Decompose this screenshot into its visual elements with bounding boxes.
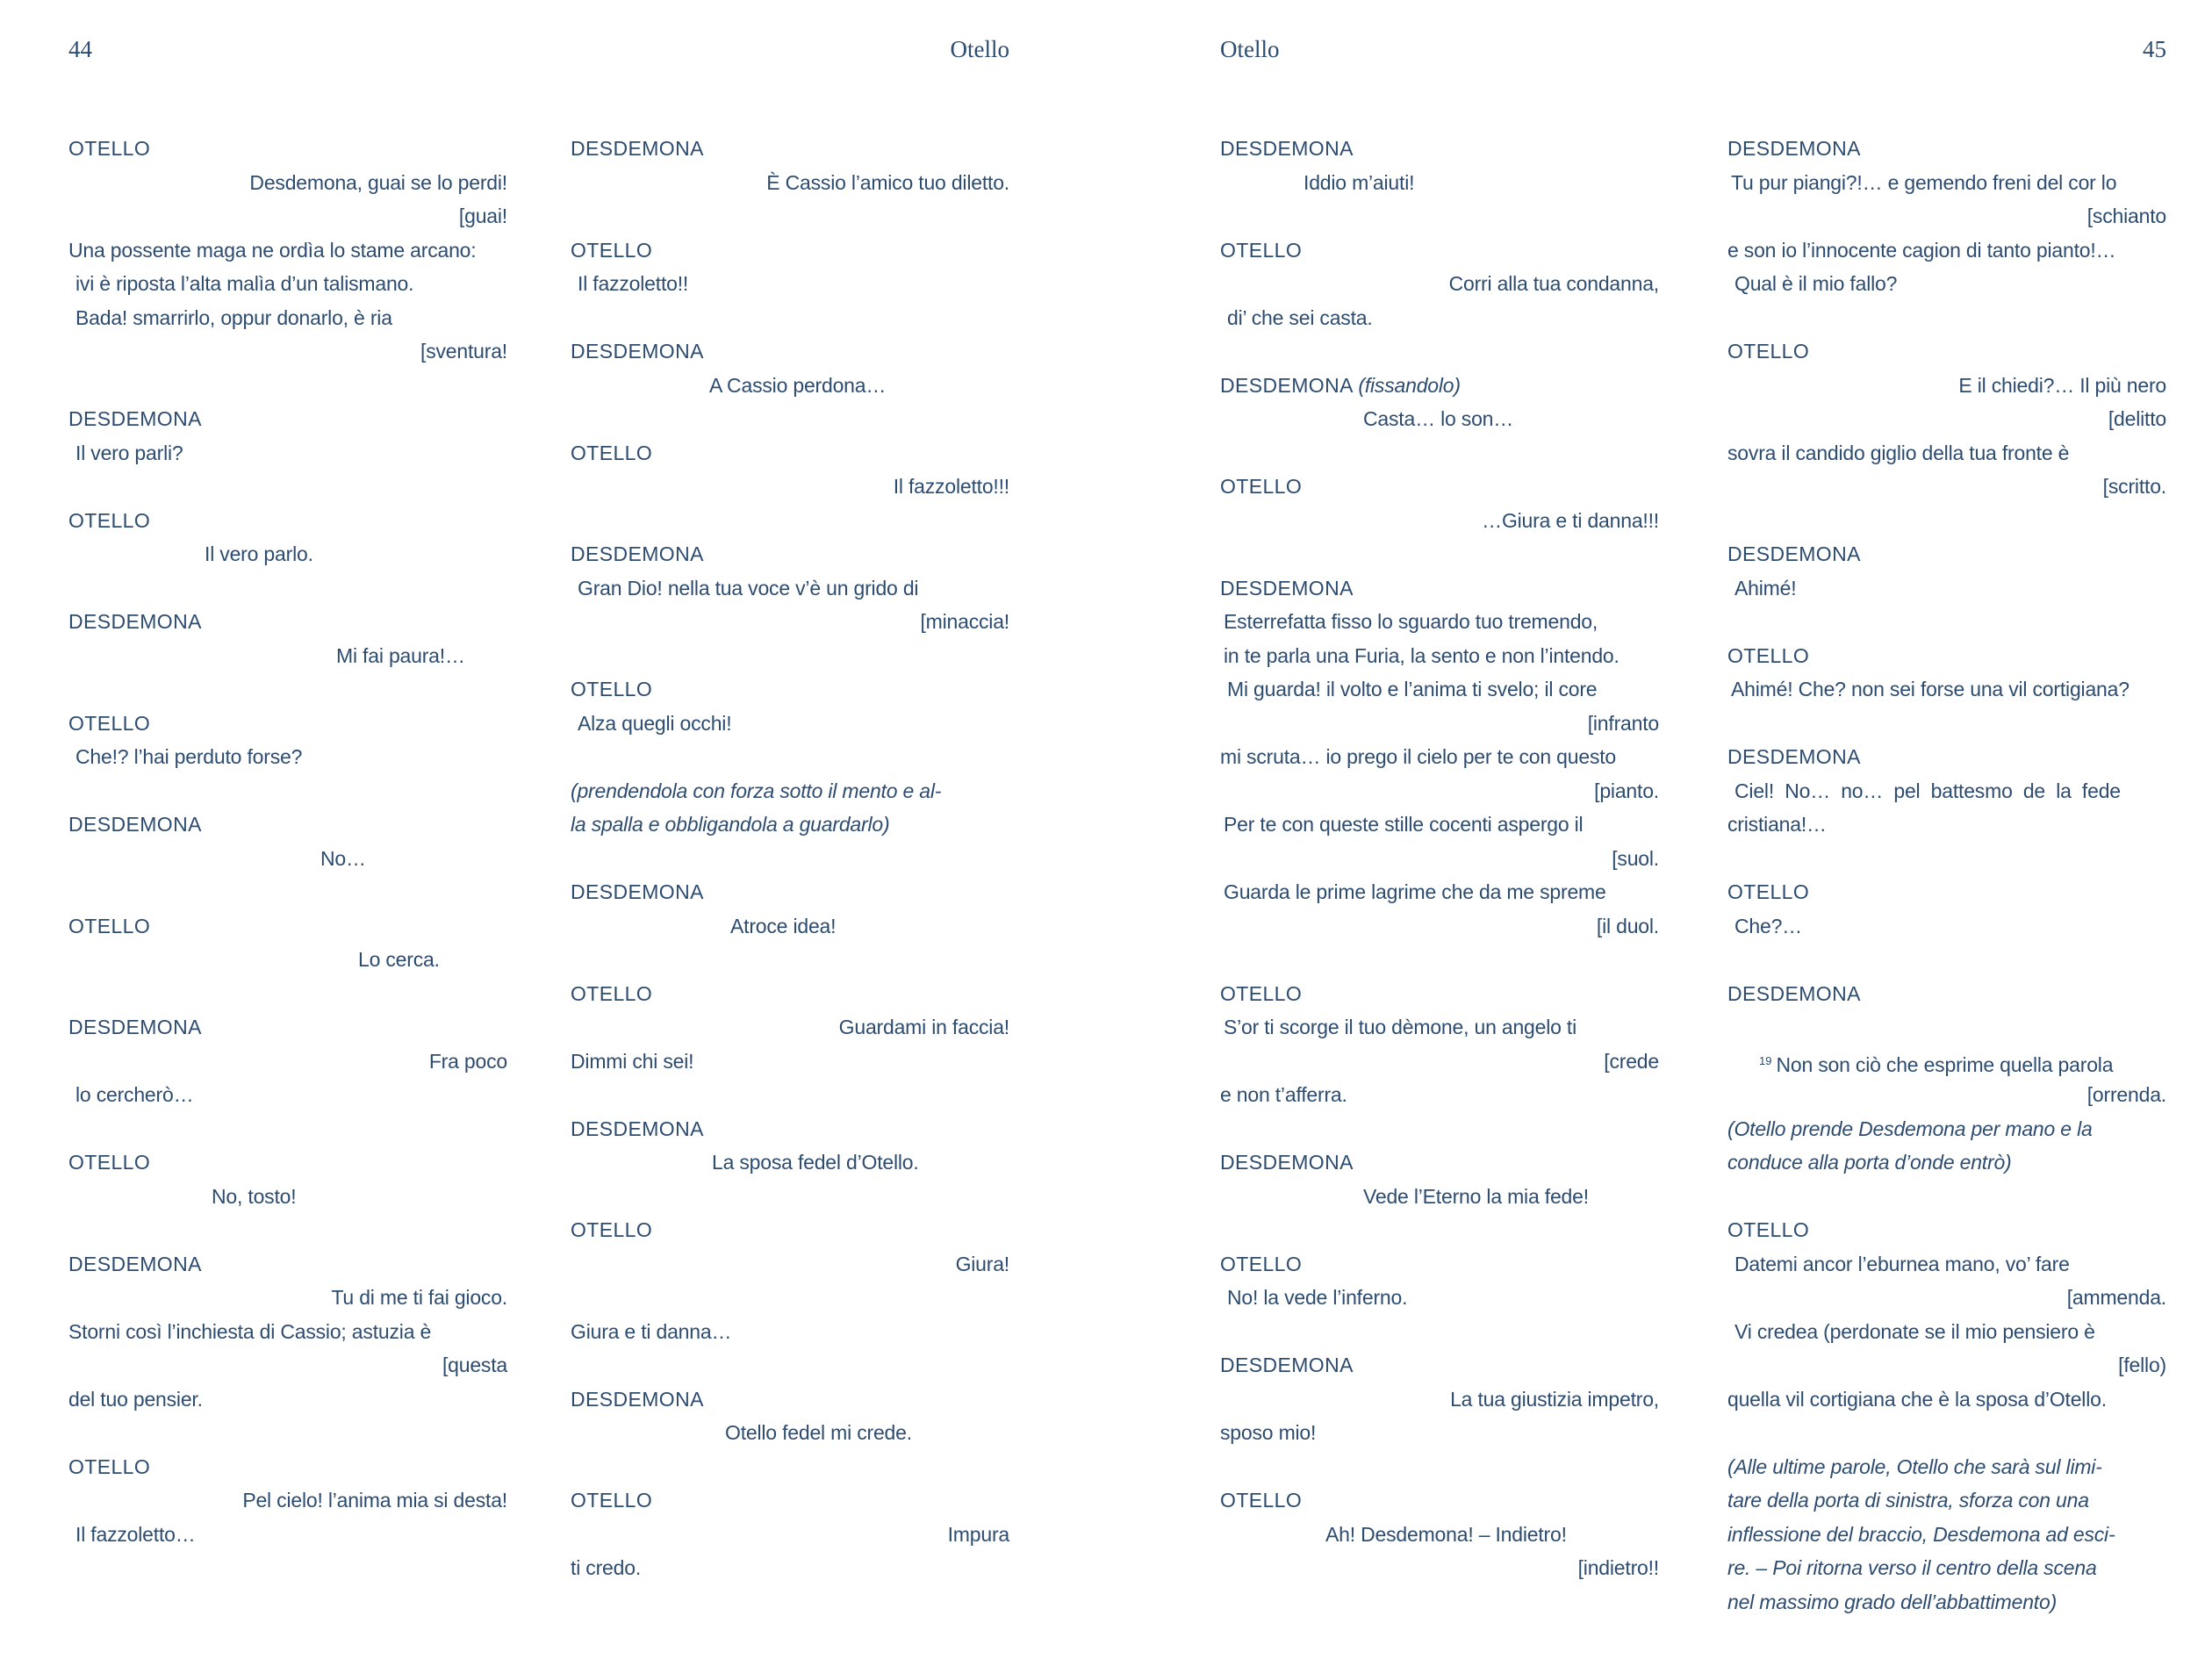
speaker-name: DESDEMONA — [571, 137, 704, 160]
speaker-name: DESDEMONA — [571, 1387, 704, 1411]
speaker-name: DESDEMONA — [571, 340, 704, 363]
dialogue-line: Ahimé! — [1734, 576, 1797, 600]
dialogue-line: [guai! — [458, 205, 507, 227]
dialogue-line: Il fazzoletto… — [75, 1522, 196, 1546]
dialogue-line: Casta… lo son… — [1363, 407, 1514, 430]
line-spacer — [1727, 605, 2166, 639]
dialogue-line: [delitto — [2108, 407, 2166, 430]
dialogue-line: [fello) — [2118, 1354, 2166, 1376]
line-spacer — [68, 369, 507, 403]
line-spacer — [1727, 1416, 2166, 1450]
dialogue-line: E il chiedi?… Il più nero — [1958, 373, 2166, 397]
dialogue-line: Una possente maga ne ordìa lo stame arcano: — [68, 238, 477, 262]
dialogue-line: Il vero parlo. — [205, 542, 313, 565]
dialogue-line: È Cassio l’amico tuo diletto. — [766, 170, 1009, 194]
dialogue-line: Pel cielo! l’anima mia si desta! — [242, 1489, 507, 1512]
stage-direction: (Otello prende Desdemona per mano e la — [1727, 1117, 2093, 1140]
dialogue-line: [schianto — [2086, 205, 2166, 227]
line-spacer — [1220, 1315, 1659, 1349]
speaker-name: DESDEMONA — [1220, 137, 1354, 160]
dialogue-line: [il duol. — [1596, 914, 1659, 937]
line-spacer — [68, 977, 507, 1011]
dialogue-line: Per te con queste stille cocenti aspergo il — [1224, 813, 1584, 836]
line-spacer — [1727, 842, 2166, 876]
speaker-name: OTELLO — [68, 914, 151, 937]
dialogue-line: di’ che sei casta. — [1227, 305, 1373, 329]
line-spacer — [1220, 1112, 1659, 1146]
line-spacer — [68, 1213, 507, 1247]
speaker-name: OTELLO — [571, 441, 653, 464]
dialogue-line: Il fazzoletto!! — [578, 272, 689, 295]
running-title: Otello — [1220, 36, 1280, 62]
line-spacer — [1727, 1010, 2166, 1045]
dialogue-line: Ciel! No… no… pel battesmo de la fede — [1734, 779, 2121, 802]
dialogue-line: Fra poco — [428, 1049, 507, 1073]
text-column — [1220, 132, 1659, 1585]
dialogue-line: Guarda le prime lagrime che da me spreme — [1224, 880, 1606, 903]
speaker-name: DESDEMONA — [68, 407, 202, 430]
speaker-name: OTELLO — [68, 508, 151, 532]
speaker-name: OTELLO — [1220, 238, 1303, 262]
dialogue-line: [questa — [442, 1354, 507, 1376]
line-spacer — [571, 402, 1009, 436]
speaker-name: DESDEMONA — [1220, 1151, 1354, 1174]
speaker-name: OTELLO — [1727, 340, 1810, 363]
line-spacer — [571, 199, 1009, 233]
dialogue-line: Tu di me ti fai gioco. — [331, 1286, 507, 1309]
inline-stage-direction: (fissandolo) — [1358, 373, 1461, 397]
line-spacer — [571, 1450, 1009, 1484]
line-spacer — [68, 672, 507, 707]
dialogue-line: ivi è riposta l’alta malìa d’un talismano. — [75, 272, 414, 295]
dialogue-line: No… — [320, 846, 366, 870]
dialogue-line: quella vil cortigiana che è la sposa d’Otello. — [1727, 1387, 2107, 1411]
dialogue-line: [sventura! — [420, 340, 507, 363]
dialogue-line: [infranto — [1587, 711, 1659, 735]
dialogue-line: Alza quegli occhi! — [578, 711, 732, 735]
dialogue-line: Tu pur piangi?!… e gemendo freni del cor lo — [1731, 170, 2117, 194]
line-spacer — [68, 1416, 507, 1450]
dialogue-line: Giura! — [955, 1252, 1009, 1275]
line-spacer — [68, 774, 507, 808]
dialogue-line: [scritto. — [2102, 475, 2166, 498]
dialogue-line: Dimmi chi sei! — [571, 1049, 694, 1073]
page-right-45 — [1106, 0, 2212, 1659]
speaker-name: DESDEMONA — [571, 542, 704, 565]
speaker-name: OTELLO — [571, 1489, 653, 1512]
dialogue-line: [crede — [1604, 1049, 1659, 1073]
dialogue-line: Che?… — [1734, 914, 1802, 937]
dialogue-line: La sposa fedel d’Otello. — [712, 1151, 919, 1174]
stage-direction: nel massimo grado dell’abbattimento) — [1727, 1590, 2058, 1613]
dialogue-line: Il vero parli? — [75, 441, 183, 464]
line-spacer — [1220, 943, 1659, 977]
line-spacer — [571, 504, 1009, 538]
line-spacer — [1220, 1213, 1659, 1247]
speaker-name: OTELLO — [68, 711, 151, 735]
speaker-name: OTELLO — [1220, 475, 1303, 498]
stage-direction: conduce alla porta d’onde entrò) — [1727, 1151, 2012, 1174]
dialogue-line: [ammenda. — [2066, 1286, 2166, 1309]
dialogue-line: ti credo. — [571, 1556, 642, 1579]
line-spacer — [1220, 537, 1659, 571]
dialogue-line: …Giura e ti danna!!! — [1482, 508, 1659, 532]
speaker-name: OTELLO — [1220, 1252, 1303, 1275]
dialogue-line: Giura e ti danna… — [571, 1319, 732, 1343]
dialogue-line: Otello fedel mi crede. — [725, 1421, 912, 1444]
line-spacer — [1220, 1450, 1659, 1484]
line-spacer — [571, 1348, 1009, 1382]
dialogue-line: Vi credea (perdonate se il mio pensiero è — [1734, 1319, 2095, 1343]
dialogue-line: [suol. — [1612, 846, 1659, 870]
line-spacer — [1220, 334, 1659, 369]
dialogue-line: Atroce idea! — [730, 914, 837, 937]
line-spacer — [571, 1180, 1009, 1214]
speaker-name: OTELLO — [1727, 643, 1810, 667]
speaker-name: OTELLO — [571, 981, 653, 1005]
dialogue-line: Bada! smarrirlo, oppur donarlo, è ria — [75, 305, 392, 329]
dialogue-line: sovra il candido giglio della tua fronte è — [1727, 441, 2070, 464]
dialogue-line: mi scruta… io prego il cielo per te con questo — [1220, 745, 1617, 768]
dialogue-line: e son io l’innocente cagion di tanto pianto!… — [1727, 238, 2116, 262]
page-number: 45 — [2143, 36, 2166, 62]
line-spacer — [1727, 504, 2166, 538]
dialogue-line: Iddio m’aiuti! — [1304, 170, 1415, 194]
line-spacer — [571, 639, 1009, 673]
speaker-name: DESDEMONA — [68, 1252, 202, 1275]
dialogue-line: $^{19}$ Non son ciò che esprime quella parola — [1759, 1052, 2114, 1076]
dialogue-line: lo cercherò… — [75, 1083, 194, 1106]
line-spacer — [1220, 436, 1659, 470]
text-column — [571, 132, 1009, 1585]
line-spacer — [68, 571, 507, 606]
speaker-name: DESDEMONA (fissandolo) — [1220, 373, 1461, 397]
dialogue-line: Gran Dio! nella tua voce v’è un grido di — [578, 576, 919, 600]
speaker-name: OTELLO — [571, 678, 653, 700]
stage-direction: re. – Poi ritorna verso il centro della scena — [1727, 1556, 2097, 1579]
speaker-name: DESDEMONA — [1727, 981, 1861, 1005]
dialogue-line: Mi guarda! il volto e l’anima ti svelo; il core — [1227, 678, 1598, 700]
footnote-marker: 19 — [1759, 1053, 1772, 1067]
line-spacer — [1727, 943, 2166, 977]
dialogue-line: Ah! Desdemona! – Indietro! — [1325, 1522, 1567, 1546]
line-spacer — [1727, 301, 2166, 335]
speaker-name: DESDEMONA — [1727, 137, 1861, 160]
dialogue-line: Vede l’Eterno la mia fede! — [1363, 1184, 1589, 1208]
speaker-name: DESDEMONA — [1727, 542, 1861, 565]
dialogue-line: A Cassio perdona… — [709, 373, 887, 397]
dialogue-line: [orrenda. — [2086, 1083, 2166, 1106]
dialogue-line: Mi fai paura!… — [336, 643, 465, 667]
dialogue-line: cristiana!… — [1727, 813, 1827, 836]
speaker-name: DESDEMONA — [571, 880, 704, 903]
dialogue-line: Datemi ancor l’eburnea mano, vo’ fare — [1734, 1252, 2070, 1275]
dialogue-line: Storni così l’inchiesta di Cassio; astuzia è — [68, 1319, 432, 1343]
line-spacer — [1220, 199, 1659, 233]
dialogue-line: [pianto. — [1594, 779, 1659, 802]
dialogue-line: Esterrefatta fisso lo sguardo tuo tremendo, — [1224, 610, 1598, 633]
speaker-name: OTELLO — [571, 238, 653, 262]
text-column — [68, 132, 507, 1551]
stage-direction: (Alle ultime parole, Otello che sarà sul limi- — [1727, 1454, 2102, 1478]
line-spacer — [68, 1112, 507, 1146]
dialogue-line: La tua giustizia impetro, — [1450, 1387, 1659, 1411]
speaker-name: OTELLO — [68, 1151, 151, 1174]
stage-direction: (prendendola con forza sotto il mento e al- — [571, 779, 942, 802]
speaker-name: OTELLO — [1220, 1489, 1303, 1512]
line-spacer — [571, 1078, 1009, 1112]
dialogue-line: Lo cerca. — [358, 948, 440, 971]
line-spacer — [571, 943, 1009, 977]
dialogue-line: [minaccia! — [920, 610, 1009, 633]
speaker-name: DESDEMONA — [1220, 576, 1354, 600]
stage-direction: tare della porta di sinistra, sforza con una — [1727, 1489, 2089, 1512]
speaker-name: DESDEMONA — [68, 610, 202, 633]
speaker-name: OTELLO — [68, 1454, 151, 1478]
speaker-name: DESDEMONA — [571, 1117, 704, 1140]
speaker-name: OTELLO — [68, 137, 151, 160]
dialogue-line: Che!? l’hai perduto forse? — [75, 745, 303, 768]
dialogue-line: sposo mio! — [1220, 1421, 1317, 1444]
stage-direction: inflessione del braccio, Desdemona ad esci- — [1727, 1522, 2115, 1546]
speaker-name: OTELLO — [1727, 880, 1810, 903]
speaker-name: OTELLO — [1220, 981, 1303, 1005]
dialogue-line: Qual è il mio fallo? — [1734, 272, 1898, 295]
dialogue-line: Impura — [947, 1522, 1009, 1546]
dialogue-line: Guardami in faccia! — [838, 1016, 1009, 1038]
line-spacer — [68, 875, 507, 909]
dialogue-line: Desdemona, guai se lo perdi! — [249, 170, 507, 194]
speaker-name: DESDEMONA — [68, 1016, 202, 1038]
line-spacer — [571, 740, 1009, 774]
dialogue-line: No! la vede l’inferno. — [1227, 1286, 1408, 1309]
page-number: 44 — [68, 36, 92, 62]
line-spacer — [571, 1281, 1009, 1315]
dialogue-line: S’or ti scorge il tuo dèmone, un angelo ti — [1224, 1016, 1577, 1038]
text-column — [1727, 132, 2166, 1619]
line-spacer — [571, 842, 1009, 876]
dialogue-line: in te parla una Furia, la sento e non l’intendo. — [1224, 643, 1620, 667]
dialogue-line: No, tosto! — [212, 1184, 297, 1208]
speaker-name: OTELLO — [571, 1218, 653, 1241]
running-title: Otello — [950, 36, 1009, 62]
line-spacer — [1727, 1180, 2166, 1214]
dialogue-line: Il fazzoletto!!! — [893, 475, 1009, 498]
stage-direction: la spalla e obbligandola a guardarlo) — [571, 813, 890, 836]
dialogue-line: Corri alla tua condanna, — [1448, 272, 1659, 295]
dialogue-line: e non t’afferra. — [1220, 1083, 1347, 1106]
speaker-name: OTELLO — [1727, 1218, 1810, 1241]
speaker-name: DESDEMONA — [1727, 745, 1861, 768]
line-spacer — [1727, 707, 2166, 741]
line-spacer — [68, 470, 507, 504]
speaker-name: DESDEMONA — [68, 813, 202, 836]
dialogue-line: del tuo pensier. — [68, 1387, 203, 1411]
dialogue-line: [indietro!! — [1577, 1556, 1659, 1579]
speaker-name: DESDEMONA — [1220, 1354, 1354, 1376]
dialogue-line: Ahimé! Che? non sei forse una vil cortigiana? — [1731, 678, 2129, 700]
line-spacer — [571, 301, 1009, 335]
